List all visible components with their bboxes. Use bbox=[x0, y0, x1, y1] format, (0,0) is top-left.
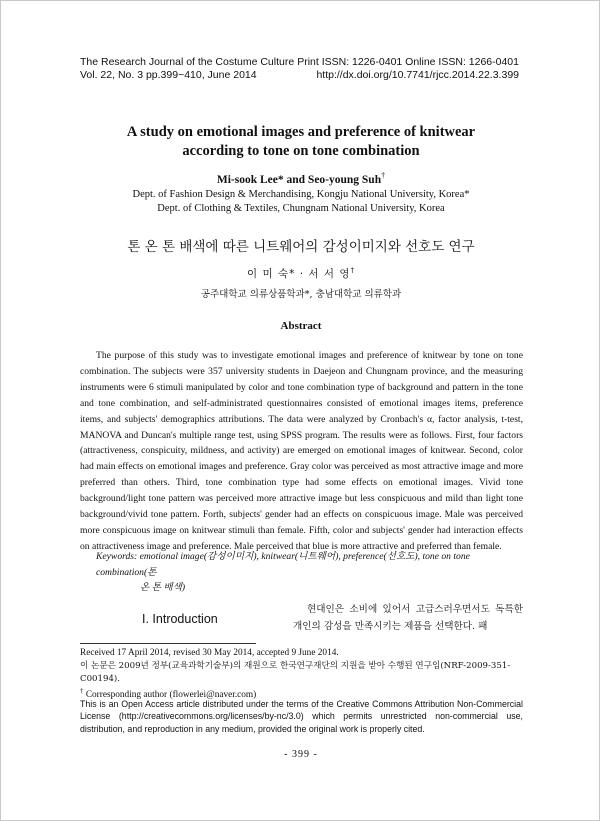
corresponding-author-text: Corresponding author (flowerlei@naver.com) bbox=[83, 690, 257, 701]
korean-authors-text: 이 미 숙* · 서 서 영 bbox=[247, 268, 351, 280]
paper-title-line2: according to tone on tone combination bbox=[182, 143, 420, 159]
funding-note: 이 논문은 2009년 정부(교육과학기술부)의 재원으로 한국연구재단의 지원을 받아 수행된 연구임(NRF-2009-351-C00194). bbox=[80, 661, 511, 684]
author-names-text: Mi-sook Lee* and Seo-young Suh bbox=[216, 173, 382, 186]
korean-authors bbox=[61, 266, 541, 281]
journal-issn: Print ISSN: 1226-0401 Online ISSN: 1266-0401 bbox=[297, 56, 519, 68]
journal-header-right bbox=[297, 56, 519, 82]
paper-title-line1: A study on emotional images and preference of knitwear bbox=[126, 124, 476, 140]
journal-volume: Vol. 22, No. 3 pp.399~410, June 2014 bbox=[80, 69, 257, 81]
keywords bbox=[96, 549, 523, 596]
corresponding-mark: † bbox=[381, 171, 386, 180]
korean-title: 톤 온 톤 배색에 따른 니트웨어의 감성이미지와 선호도 연구 bbox=[127, 239, 475, 255]
abstract-body: The purpose of this study was to investigate emotional images and preference of knitwear by tone on tone combination. The subjects were 357 university students in Daejeon and Chungnam province, and the measuring instruments were 6 stimuli manipulated by color and tone combination type of background and pattern in the tone and tone combination, and self-administrated questionnaires consisted of emotional images items, preference items, and subjects' demographics attributions. The data were analyzed by Cronbach's α, factor analysis, t-test, MANOVA and Duncan's multiple range test, using SPSS program. The results were as follows. First, four factors (attractiveness, conspicuity, mildness, and activity) are emerged on emotional images of knitwear. Second, color had main effects on emotional images and preference. Gray color was perceived as most attractive image and more preferred than others. Third, tone combination type had some effects on emotional images. Vivid tone background/light tone pattern was perceived more attractive image but less conspicuous and mild than light tone background/vivid tone pattern. Forth, subjects' gender had an effects on conspicuous image. Male was perceived more conspicuous image on knitwear stimuli than female. Fifth, color and subjects' gender had interaction effects on attractiveness image and preference. Male perceived that blue is more attractive and preferred than female. bbox=[80, 350, 523, 552]
intro-text: 현대인은 소비에 있어서 고급스러우면서도 독특한 개인의 감성을 만족시키는 제품을 선택한다. 패 bbox=[293, 604, 523, 632]
journal-header-left bbox=[80, 56, 294, 82]
author-names bbox=[61, 171, 541, 186]
keywords-line1: Keywords: emotional image(감성이미지), knitwear(니트웨어), preference(선호도), tone on tone combination(톤 bbox=[96, 551, 470, 578]
abstract-heading: Abstract bbox=[280, 320, 322, 332]
keywords-line2: 온 톤 배색) bbox=[140, 582, 186, 593]
author-affiliations bbox=[61, 188, 541, 216]
korean-corresponding-mark: † bbox=[350, 266, 355, 275]
journal-doi: http://dx.doi.org/10.7741/rjcc.2014.22.3.399 bbox=[316, 69, 519, 81]
korean-affiliation: 공주대학교 의류상품학과*, 충남대학교 의류학과 bbox=[200, 289, 402, 300]
corresponding-author-mark: † bbox=[80, 687, 84, 695]
affiliation-1: Dept. of Fashion Design & Merchandising, Kongju National University, Korea* bbox=[132, 189, 470, 200]
page-number: - 399 - bbox=[284, 749, 318, 760]
affiliation-2: Dept. of Clothing & Textiles, Chungnam National University, Korea bbox=[157, 203, 445, 214]
journal-name: The Research Journal of the Costume Culture bbox=[80, 56, 295, 68]
received-dates: Received 17 April 2014, revised 30 May 2014, accepted 9 June 2014. bbox=[80, 648, 339, 658]
paper-title bbox=[61, 123, 541, 161]
license-note: This is an Open Access article distributed under the terms of the Creative Commons Attribution Non-Commercial License (http://creativecommons.org/licenses/by-nc/3.0) which permits unrestricted non-commercial use, distribution, and reproduction in any medium, provided the original work is properly cited. bbox=[80, 699, 523, 734]
footnote-rule bbox=[80, 643, 256, 644]
intro-heading: I. Introduction bbox=[142, 612, 218, 626]
